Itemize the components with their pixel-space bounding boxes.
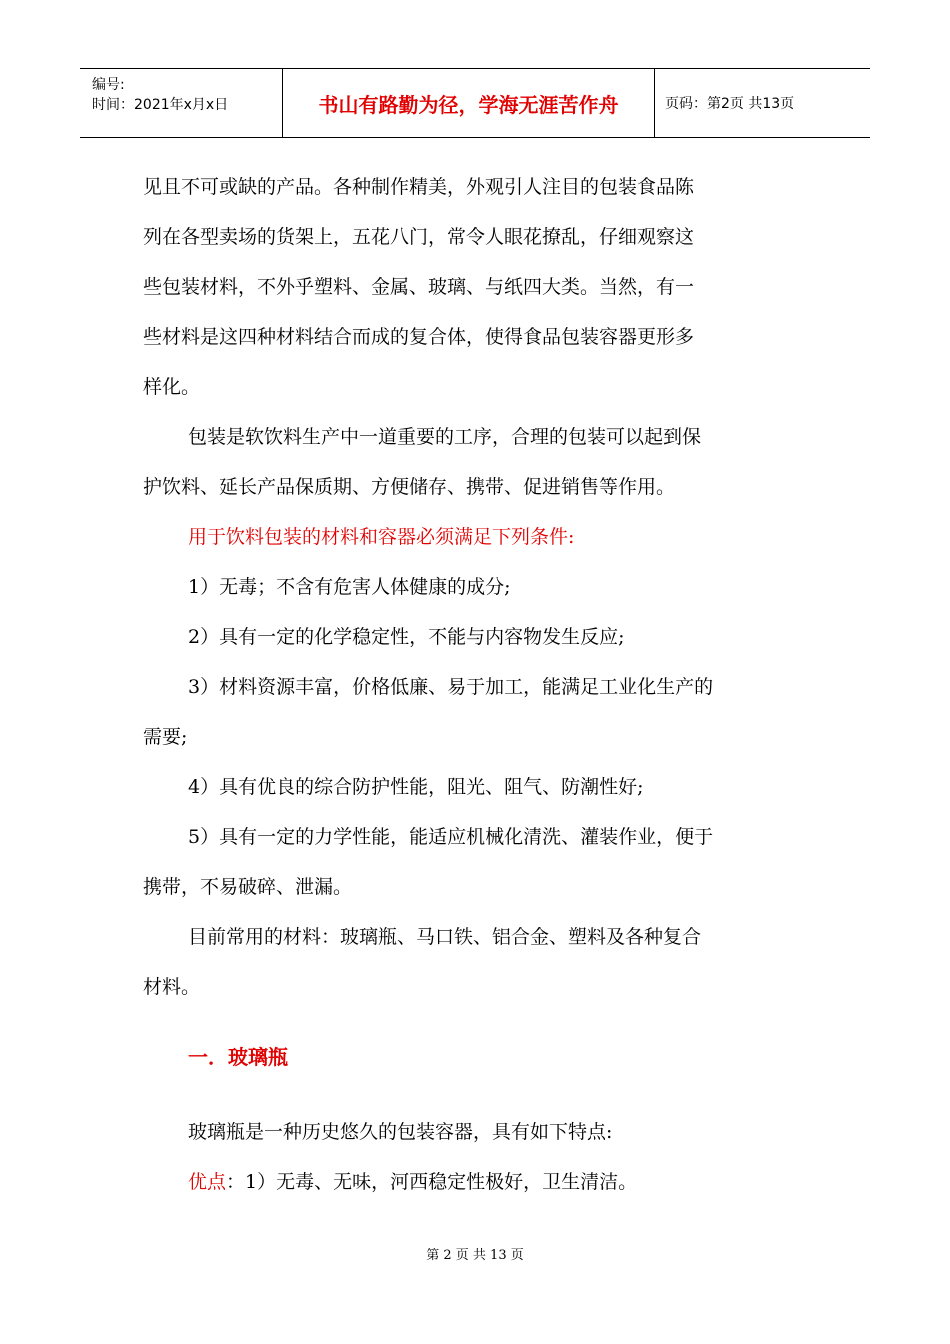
- condition-item: 4）具有优良的综合防护性能，阻光、阻气、防潮性好;: [188, 776, 644, 798]
- condition-item: 3）材料资源丰富，价格低廉、易于加工，能满足工业化生产的: [188, 676, 714, 698]
- condition-item-continued: 携带，不易破碎、泄漏。: [143, 876, 353, 898]
- header-meta: [80, 69, 282, 137]
- section-heading: 一．玻璃瓶: [188, 1045, 288, 1069]
- condition-item: 5）具有一定的力学性能，能适应机械化清洗、灌装作业，便于: [188, 826, 714, 848]
- section-intro: 玻璃瓶是一种历史悠久的包装容器，具有如下特点:: [188, 1121, 613, 1143]
- advantage-line: [188, 1170, 637, 1194]
- advantage-text: ：1）无毒、无味，河西稳定性极好，卫生清洁。: [226, 1171, 638, 1193]
- header-page-info: 页码：第2页 共13页: [665, 96, 795, 112]
- paragraph-line: 见且不可或缺的产品。各种制作精美，外观引人注目的包装食品陈: [143, 176, 695, 198]
- condition-item: 1）无毒；不含有危害人体健康的成分;: [188, 576, 511, 598]
- header-motto: 书山有路勤为径，学海无涯苦作舟: [282, 69, 655, 137]
- condition-item: 2）具有一定的化学稳定性，不能与内容物发生反应;: [188, 626, 625, 648]
- paragraph-line: 包装是软饮料生产中一道重要的工序，合理的包装可以起到保: [188, 426, 702, 448]
- condition-item-continued: 需要;: [143, 726, 188, 748]
- paragraph-line: 样化。: [143, 376, 201, 398]
- advantage-label: 优点: [188, 1171, 227, 1193]
- paragraph-line: 目前常用的材料：玻璃瓶、马口铁、铝合金、塑料及各种复合: [188, 926, 702, 948]
- conditions-heading: 用于饮料包装的材料和容器必须满足下列条件:: [188, 526, 575, 548]
- paragraph-line: 护饮料、延长产品保质期、方便储存、携带、促进销售等作用。: [143, 476, 676, 498]
- paragraph-line: 材料。: [143, 976, 201, 998]
- paragraph-line: 些材料是这四种材料结合而成的复合体，使得食品包装容器更形多: [143, 326, 695, 348]
- page-footer: 第 2 页 共 13 页: [426, 1248, 524, 1263]
- header-time-label: 时间：2021年x月x日: [92, 97, 229, 113]
- paragraph-line: 些包装材料，不外乎塑料、金属、玻璃、与纸四大类。当然，有一: [143, 276, 695, 298]
- page-header: [80, 68, 870, 138]
- paragraph-line: 列在各型卖场的货架上，五花八门，常令人眼花撩乱，仔细观察这: [143, 226, 695, 248]
- header-number-label: 编号:: [92, 77, 125, 93]
